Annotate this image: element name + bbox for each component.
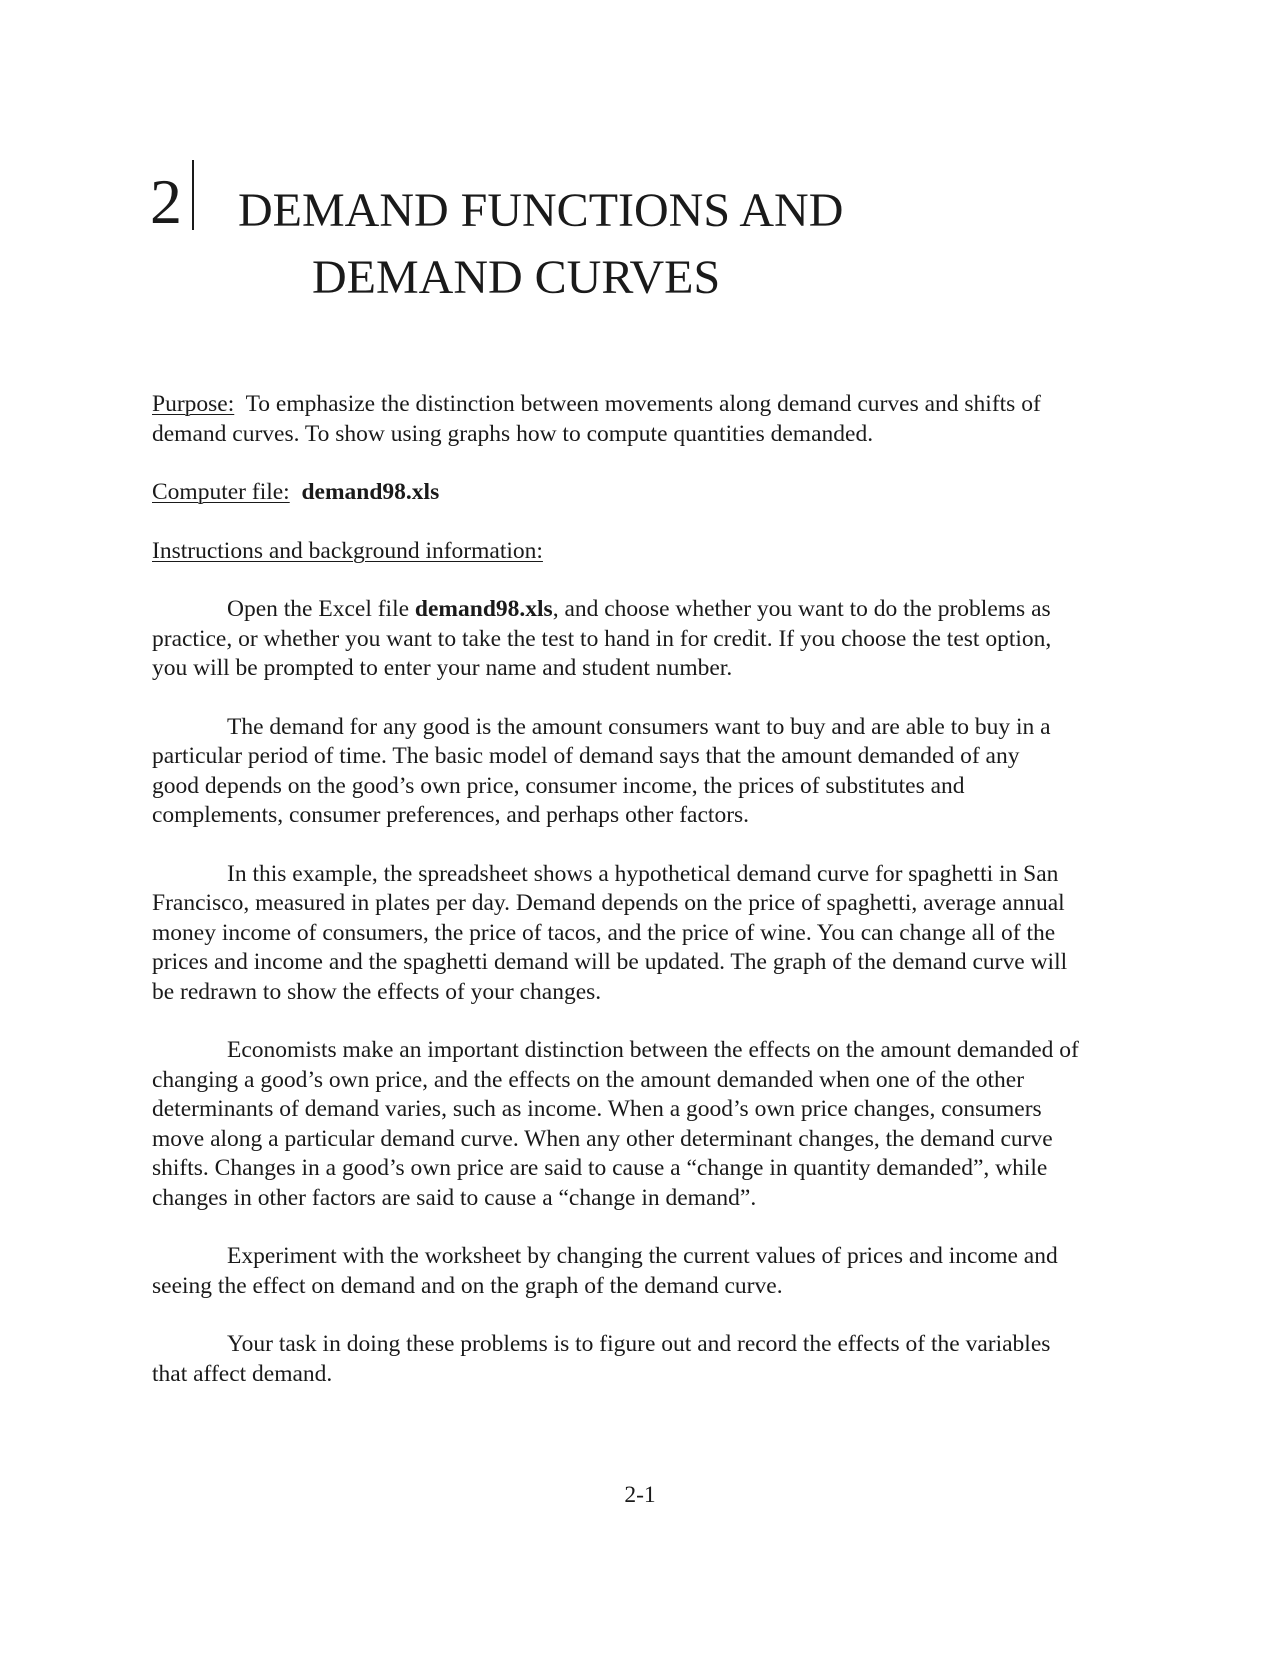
p2-line-3: good depends on the good’s own price, consumer income, the prices of substitutes and [152,772,965,799]
p4-line-6: changes in other factors are said to cause a “change in demand”. [152,1184,757,1211]
computer-file-line [152,478,1132,508]
p3-line-2: Francisco, measured in plates per day. Demand depends on the price of spaghetti, average annual [152,890,1065,916]
p3-line-5: be redrawn to show the effects of your changes. [152,978,602,1005]
p5-line-2: seeing the effect on demand and on the graph of the demand curve. [152,1272,783,1299]
chapter-number: 2 [150,166,182,237]
purpose-line-1 [152,390,1132,420]
chapter-title-line-2: DEMAND CURVES [312,251,721,304]
p4-line-5: shifts. Changes in a good’s own price are said to cause a “change in quantity demanded”, while [152,1155,1048,1181]
p5-line-1: Experiment with the worksheet by changing the current values of prices and income and [227,1243,1058,1269]
p1-text-pre: Open the Excel file [227,596,415,622]
computer-file-label: Computer file: [152,479,290,505]
computer-file-name: demand98.xls [301,479,440,505]
p2-line-2: particular period of time. The basic model of demand says that the amount demanded of any [152,743,1020,769]
purpose-text-1: To emphasize the distinction between movements along demand curves and shifts of [234,391,1041,417]
chapter-heading [150,160,1150,310]
chapter-divider-bar [192,160,194,230]
page-number: 2-1 [624,1482,656,1508]
p6-line-1: Your task in doing these problems is to figure out and record the effects of the variables [227,1331,1051,1357]
p1-line-2: practice, or whether you want to take the test to hand in for credit. If you choose the test option, [152,625,1052,652]
p2-line-4: complements, consumer preferences, and perhaps other factors. [152,802,750,828]
p3-line-1: In this example, the spreadsheet shows a hypothetical demand curve for spaghetti in San [227,860,1059,887]
purpose-line-2: demand curves. To show using graphs how to compute quantities demanded. [152,420,874,447]
instructions-heading: Instructions and background information: [152,537,543,564]
p1-text-post: , and choose whether you want to do the problems as [552,596,1051,622]
body-text [152,390,1132,1389]
p3-line-3: money income of consumers, the price of tacos, and the price of wine. You can change all of the [152,919,1056,946]
p4-line-3: determinants of demand varies, such as income. When a good’s own price changes, consumers [152,1096,1042,1122]
p3-line-4: prices and income and the spaghetti demand will be updated. The graph of the demand curve will [152,949,1068,975]
p1-line-1 [152,595,1132,625]
p4-line-2: changing a good’s own price, and the effects on the amount demanded when one of the other [152,1066,1025,1093]
p4-line-4: move along a particular demand curve. When any other determinant changes, the demand curve [152,1125,1053,1152]
p4-line-1: Economists make an important distinction between the effects on the amount demanded of [227,1037,1079,1063]
p2-line-1: The demand for any good is the amount consumers want to buy and are able to buy in a [227,713,1051,740]
p1-file-name: demand98.xls [414,596,553,622]
p6-line-2: that affect demand. [152,1360,333,1387]
p1-line-3: you will be prompted to enter your name and student number. [152,655,733,681]
chapter-title-line-1: DEMAND FUNCTIONS AND [238,184,844,237]
purpose-label: Purpose: [152,391,235,417]
